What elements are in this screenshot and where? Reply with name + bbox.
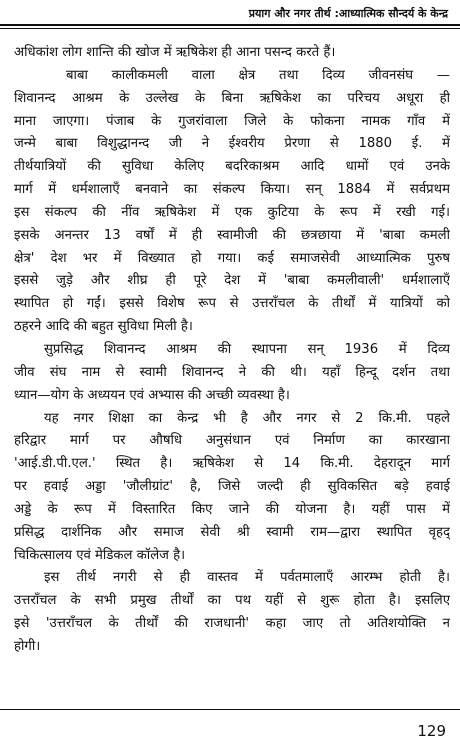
running-header [0,0,460,28]
text-line: होगी। [14,638,41,654]
text-line: क्षेत्र' देश भर में विख्यात हो गया। कई समाजसेवी आध्यात्मिक पुरुष [14,250,450,266]
text-line: अधिकांश लोग शान्ति की खोज में ऋषिकेश ही आना पसन्द करते हैं। [14,45,336,60]
text-line: इसके अनन्तर 13 वर्षों में ही स्वामीजी की छत्रछाया में 'बाबा कमली [14,227,450,243]
header-rule [0,24,460,26]
text-line: प्रसिद्ध दार्शनिक और समाज सेवी श्री स्वामी राम—द्वारा स्थापित वृहद् [14,524,450,540]
text-line: माना जाएगा। पंजाब के गुजरांवाला जिले के फोकना नामक गाँव में [14,113,450,129]
text-line: ध्यान—योग के अध्ययन एवं अभ्यास की अच्छी व्यवस्था है। [14,387,290,403]
text-line: मार्ग में धर्मशालाएँ बनवाने का संकल्प किया। सन् 1884 में सर्वप्रथम [14,182,450,198]
text-line: तीर्थयात्रियों की सुविधा केलिए बदरिकाश्रम आदि धामों एवं उनके [14,159,450,175]
text-line: जीव संघ नाम से स्वामी शिवानन्द ने की थी। यहाँ हिन्दू दर्शन तथा [14,364,450,380]
text-line: अड्डे के रूप में विस्तारित किए जाने की योजना है। यहीं पास में [14,501,450,517]
text-line: चिकित्सालय एवं मेडिकल कॉलेज है। [14,547,186,563]
text-line: सुप्रसिद्ध शिवानन्द आश्रम की स्थापना सन् 1936 में दिव्य [44,341,450,357]
body-text [14,42,450,659]
header-rule-thin [0,28,460,29]
text-line: शिवानन्द आश्रम के उल्लेख के बिना ऋषिकेश का परिचय अधूरा ही [14,90,450,106]
text-line: जन्मे बाबा विशुद्धानन्द जी ने ईश्वरीय प्रेरणा से 1880 ई. में [14,136,450,152]
text-line: ठहरने आदि की बहुत सुविधा मिली है। [14,319,193,335]
footer-rule [0,709,460,710]
text-line: हरिद्वार मार्ग पर औषधि अनुसंधान एवं निर्माण का कारखाना [14,433,450,449]
page-number: 129 [417,722,446,740]
text-line: यह नगर शिक्षा का केन्द्र भी है और नगर से 2 कि.मी. पहले [44,410,450,426]
text-line: इससे जुड़े और शीघ्र ही पूरे देश में 'बाबा कमलीवाली' धर्मशालाएँ [14,273,450,289]
text-line: पर हवाई अड्डा 'जौलीग्रांट' है, जिसे जल्दी ही सुविकसित बड़े हवाई [14,479,450,495]
text-line: इस तीर्थ नगरी से ही वास्तव में पर्वतमालाएँ आरम्भ होती है। [44,570,450,586]
text-line: 'आई.डी.पी.एल.' स्थित है। ऋषिकेश से 14 कि.मी. देहरादून मार्ग [14,456,450,472]
running-title: प्रयाग और नगर तीर्थ :आध्यात्मिक सौन्दर्य के केन्द्र [248,7,448,20]
text-line: इस संकल्प की नींव ऋषिकेश में एक कुटिया के रूप में रखी गई। [14,204,450,220]
text-line: स्थापित हो गईं। इससे विशेष रूप से उत्तराँचल के तीर्थों में यात्रियों को [14,296,450,312]
text-line: बाबा कालीकमली वाला क्षेत्र तथा दिव्य जीवनसंघ — [66,67,450,83]
text-line: उत्तराँचल के सभी प्रमुख तीर्थों का पथ यहीं से शुरू होता है। इसलिए [14,593,450,609]
text-line: इसे 'उत्तराँचल के तीर्थों की राजधानी' कहा जाए तो अतिशयोक्ति न [14,616,450,632]
